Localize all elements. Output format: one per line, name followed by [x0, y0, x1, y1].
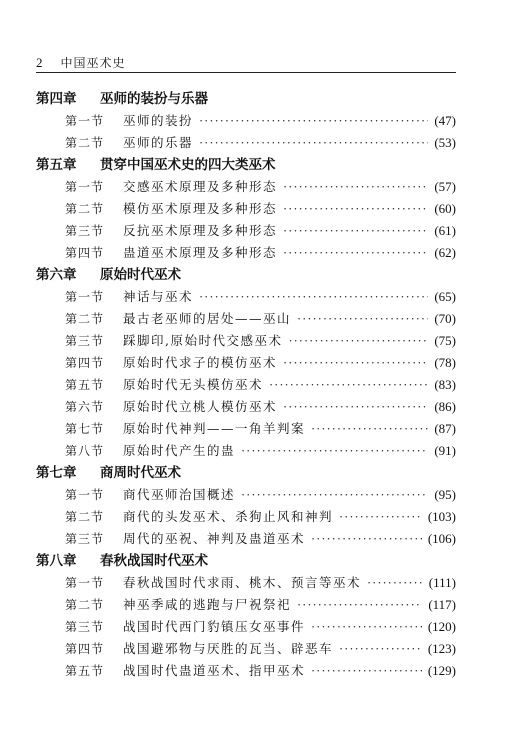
section-title: 模仿巫术原理及多种形态 [123, 201, 278, 216]
section-title: 巫师的乐器 [123, 135, 194, 150]
toc-entry[interactable] [36, 660, 456, 682]
page-reference: (70) [434, 311, 456, 326]
book-title: 中国巫术史 [60, 56, 126, 70]
dot-leader [269, 374, 428, 396]
toc-entry[interactable] [36, 132, 456, 154]
section-title: 原始时代立桃人模仿巫术 [123, 399, 278, 414]
section-number: 第四节 [65, 642, 105, 656]
toc-entry[interactable] [36, 110, 456, 132]
page-header [36, 54, 456, 71]
toc-entry[interactable] [36, 506, 456, 528]
section-number: 第二节 [65, 136, 105, 150]
dot-leader [199, 132, 428, 154]
dot-leader [283, 352, 428, 374]
toc-entry[interactable] [36, 352, 456, 374]
section-title: 战国避邪物与厌胜的瓦当、辟恶车 [123, 641, 334, 656]
chapter-title: 巫师的装扮与乐器 [100, 91, 208, 107]
page-reference: (47) [434, 113, 456, 128]
section-title: 原始时代无头模仿巫术 [123, 377, 264, 392]
section-title: 蛊道巫术原理及多种形态 [123, 245, 278, 260]
dot-leader [241, 484, 428, 506]
chapter-title: 贯穿中国巫术史的四大类巫术 [100, 157, 276, 173]
toc-entry[interactable] [36, 242, 456, 264]
section-number: 第四节 [65, 246, 105, 260]
chapter-number: 第五章 [36, 157, 77, 173]
chapter-heading [36, 88, 456, 110]
page-reference: (60) [434, 201, 456, 216]
dot-leader [339, 638, 422, 660]
chapter-number: 第四章 [36, 91, 77, 107]
toc-entry[interactable] [36, 528, 456, 550]
page-reference: (87) [434, 421, 456, 436]
dot-leader [311, 616, 422, 638]
page-number: 2 [36, 55, 43, 70]
section-number: 第三节 [65, 532, 105, 546]
section-title: 神话与巫术 [123, 289, 194, 304]
chapter-heading [36, 462, 456, 484]
section-number: 第二节 [65, 202, 105, 216]
section-title: 战国时代蛊道巫术、指甲巫术 [123, 663, 306, 678]
dot-leader [297, 308, 428, 330]
section-number: 第一节 [65, 290, 105, 304]
toc-entry[interactable] [36, 330, 456, 352]
section-number: 第三节 [65, 620, 105, 634]
section-number: 第三节 [65, 334, 105, 348]
section-title: 神巫季咸的逃跑与尸祝祭祀 [123, 597, 292, 612]
table-of-contents [36, 88, 456, 682]
section-number: 第一节 [65, 576, 105, 590]
page-reference: (83) [434, 377, 456, 392]
section-number: 第一节 [65, 488, 105, 502]
toc-entry[interactable] [36, 440, 456, 462]
page-reference: (103) [427, 509, 456, 524]
dot-leader [367, 572, 423, 594]
dot-leader [311, 418, 428, 440]
section-number: 第七节 [65, 422, 105, 436]
dot-leader [283, 176, 428, 198]
section-title: 巫师的装扮 [123, 113, 194, 128]
section-number: 第一节 [65, 180, 105, 194]
page-reference: (117) [428, 597, 456, 612]
dot-leader [288, 330, 428, 352]
page-reference: (106) [427, 531, 456, 546]
section-number: 第一节 [65, 114, 105, 128]
dot-leader [283, 220, 428, 242]
page-reference: (95) [434, 487, 456, 502]
page-reference: (120) [427, 619, 456, 634]
dot-leader [339, 506, 422, 528]
page-reference: (91) [434, 443, 456, 458]
page-reference: (65) [434, 289, 456, 304]
section-title: 反抗巫术原理及多种形态 [123, 223, 278, 238]
toc-entry[interactable] [36, 308, 456, 330]
chapter-heading [36, 264, 456, 286]
toc-entry[interactable] [36, 220, 456, 242]
section-title: 商代巫师治国概述 [123, 487, 236, 502]
section-number: 第二节 [65, 510, 105, 524]
chapter-title: 春秋战国时代巫术 [100, 553, 208, 569]
chapter-heading [36, 550, 456, 572]
section-title: 原始时代产生的蛊 [123, 443, 236, 458]
section-number: 第六节 [65, 400, 105, 414]
section-number: 第八节 [65, 444, 105, 458]
section-number: 第四节 [65, 356, 105, 370]
dot-leader [283, 242, 428, 264]
page-reference: (123) [427, 641, 456, 656]
section-number: 第二节 [65, 598, 105, 612]
page-reference: (61) [434, 223, 456, 238]
toc-entry[interactable] [36, 418, 456, 440]
dot-leader [199, 110, 428, 132]
page-reference: (62) [434, 245, 456, 260]
toc-entry[interactable] [36, 594, 456, 616]
section-title: 最古老巫师的居处——巫山 [123, 311, 292, 326]
section-title: 春秋战国时代求雨、桃木、预言等巫术 [123, 575, 362, 590]
section-number: 第二节 [65, 312, 105, 326]
page-reference: (78) [434, 355, 456, 370]
section-number: 第三节 [65, 224, 105, 238]
section-title: 交感巫术原理及多种形态 [123, 179, 278, 194]
section-number: 第五节 [65, 378, 105, 392]
chapter-number: 第六章 [36, 267, 77, 283]
toc-entry[interactable] [36, 374, 456, 396]
page-reference: (75) [434, 333, 456, 348]
page-reference: (129) [427, 663, 456, 678]
toc-entry[interactable] [36, 286, 456, 308]
toc-entry[interactable] [36, 638, 456, 660]
toc-entry[interactable] [36, 176, 456, 198]
chapter-title: 商周时代巫术 [100, 465, 181, 481]
section-number: 第五节 [65, 664, 105, 678]
section-title: 周代的巫祝、神判及蛊道巫术 [123, 531, 306, 546]
page-reference: (86) [434, 399, 456, 414]
dot-leader [283, 198, 428, 220]
dot-leader [199, 286, 428, 308]
section-title: 原始时代神判——一角羊判案 [123, 421, 306, 436]
toc-entry[interactable] [36, 396, 456, 418]
dot-leader [283, 396, 428, 418]
chapter-heading [36, 154, 456, 176]
chapter-number: 第八章 [36, 553, 77, 569]
section-title: 战国时代西门豹镇压女巫事件 [123, 619, 306, 634]
chapter-title: 原始时代巫术 [100, 267, 181, 283]
section-title: 踩脚印,原始时代交感巫术 [123, 333, 283, 348]
chapter-number: 第七章 [36, 465, 77, 481]
section-title: 原始时代求子的模仿巫术 [123, 355, 278, 370]
toc-entry[interactable] [36, 572, 456, 594]
dot-leader [297, 594, 422, 616]
dot-leader [311, 660, 422, 682]
toc-entry[interactable] [36, 198, 456, 220]
page-reference: (111) [428, 575, 456, 590]
dot-leader [311, 528, 422, 550]
section-title: 商代的头发巫术、杀狗止风和神判 [123, 509, 334, 524]
toc-entry[interactable] [36, 616, 456, 638]
dot-leader [241, 440, 428, 462]
page-reference: (57) [434, 179, 456, 194]
header-rule [36, 72, 456, 73]
page-reference: (53) [434, 135, 456, 150]
toc-entry[interactable] [36, 484, 456, 506]
